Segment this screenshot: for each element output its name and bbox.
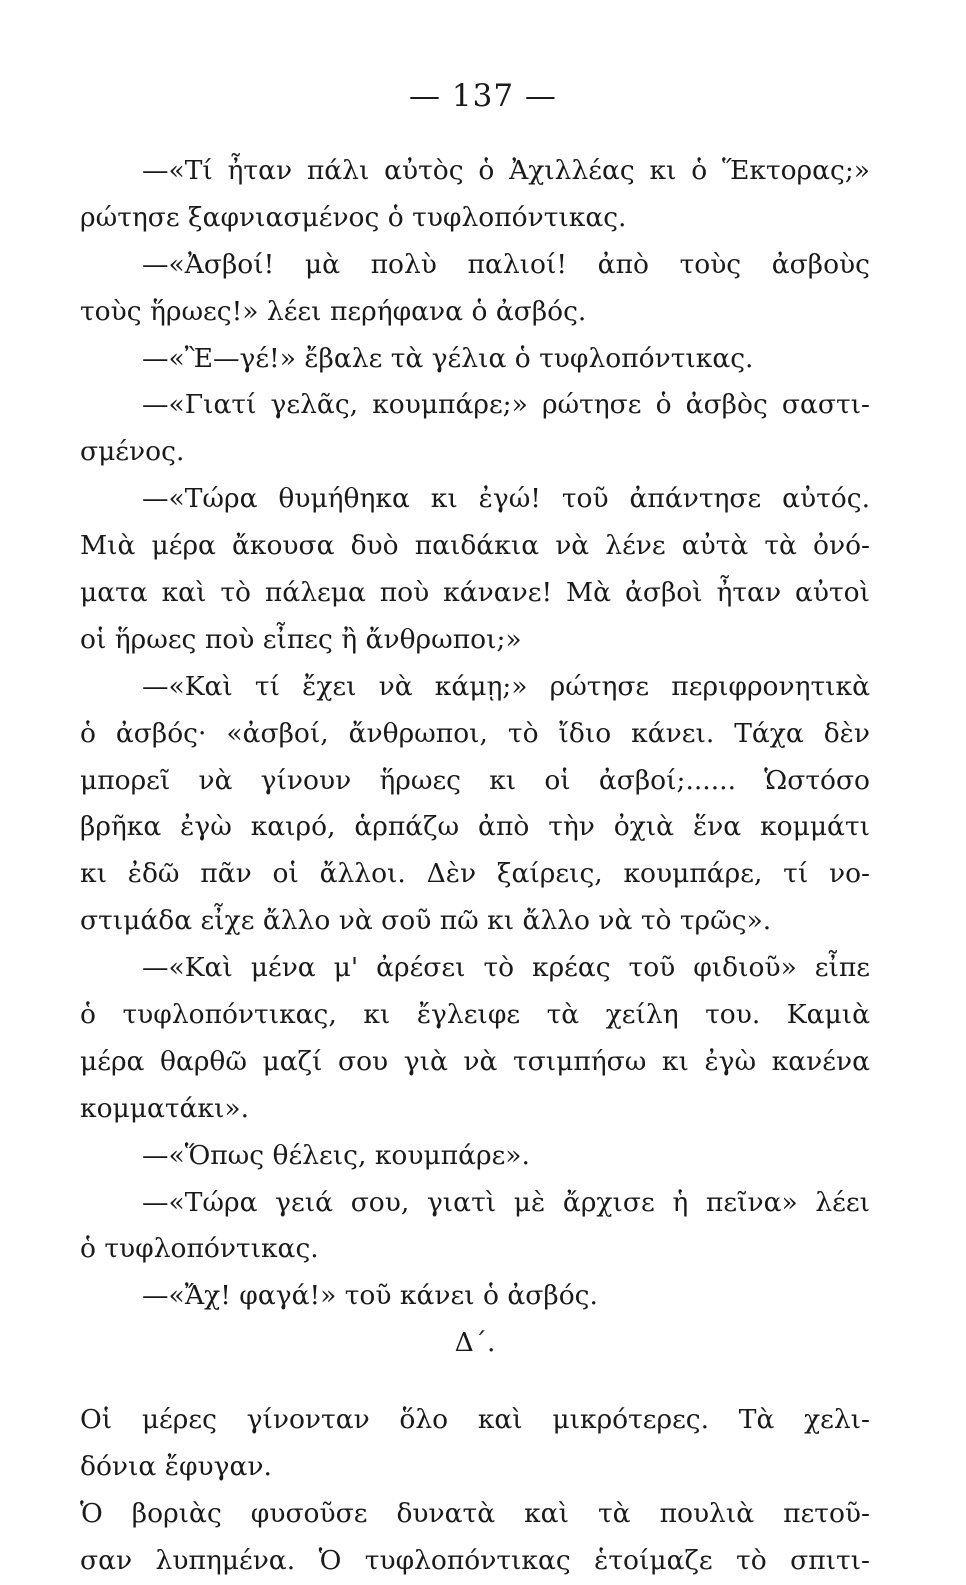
- text-line: —«Γιατί γελᾶς, κουμπάρε;» ρώτησε ὁ ἀσβὸς σαστι-: [142, 389, 870, 421]
- text-line: —«Τώρα θυμήθηκα κι ἐγώ! τοῦ ἀπάντησε αὐτός.: [142, 483, 870, 515]
- text-line: δόνια ἔφυγαν.: [80, 1451, 272, 1483]
- text-line: ρώτησε ξαφνιασμένος ὁ τυφλοπόντικας.: [80, 201, 627, 233]
- text-line: ματα καὶ τὸ πάλεμα ποὺ κάνανε! Μὰ ἀσβοὶ ἦταν αὐτοὶ: [80, 577, 870, 609]
- text-line: οἱ ἥρωες ποὺ εἶπες ἢ ἄνθρωποι;»: [80, 623, 522, 655]
- section-gap: [80, 1367, 870, 1397]
- text-line: ὁ ἀσβός· «ἀσβοί, ἄνθρωποι, τὸ ἴδιο κάνει. Τάχα δὲν: [80, 717, 870, 749]
- text-line: Ὁ βοριὰς φυσοῦσε δυνατὰ καὶ τὰ πουλιὰ πετοῦ-: [80, 1497, 870, 1529]
- text-line: ὁ τυφλοπόντικας.: [80, 1233, 319, 1265]
- text-line: σμένος.: [80, 436, 185, 468]
- text-line: τοὺς ἥρωες!» λέει περήφανα ὁ ἀσβός.: [80, 295, 587, 327]
- text-line: —«Καὶ τί ἔχει νὰ κάμῃ;» ρώτησε περιφρονητικὰ: [142, 670, 870, 702]
- text-line: Μιὰ μέρα ἄκουσα δυὸ παιδάκια νὰ λένε αὐτὰ τὰ ὀνό-: [80, 530, 870, 562]
- text-line: Οἱ μέρες γίνονταν ὅλο καὶ μικρότερες. Τὰ χελι-: [80, 1404, 870, 1436]
- text-line: —«Ἄχ! φαγά!» τοῦ κάνει ὁ ἀσβός.: [142, 1280, 598, 1312]
- text-line: μέρα θαρθῶ μαζί σου γιὰ νὰ τσιμπήσω κι ἐγὼ κανένα: [80, 1045, 870, 1077]
- text-line: —«Ὅπως θέλεις, κουμπάρε».: [142, 1139, 530, 1171]
- text-line: —«Καὶ μένα μ' ἀρέσει τὸ κρέας τοῦ φιδιοῦ» εἶπε: [142, 952, 870, 984]
- text-line: μπορεῖ νὰ γίνουν ἥρωες κι οἱ ἀσβοί;...... Ὡστόσο: [80, 764, 870, 796]
- section-heading: Δ΄.: [454, 1327, 496, 1359]
- text-line: ὁ τυφλοπόντικας, κι ἔγλειφε τὰ χείλη του. Καμιὰ: [80, 999, 870, 1031]
- text-line: —«Τώρα γειά σου, γιατὶ μὲ ἄρχισε ἡ πεῖνα» λέει: [142, 1186, 870, 1218]
- page-number: — 137 —: [409, 78, 557, 114]
- text-line: σαν λυπημένα. Ὁ τυφλοπόντικας ἑτοίμαζε τὸ σπιτι-: [80, 1544, 870, 1576]
- text-line: κι ἐδῶ πᾶν οἱ ἄλλοι. Δὲν ξαίρεις, κουμπάρε, τί νο-: [80, 858, 870, 890]
- text-line: στιμάδα εἶχε ἄλλο νὰ σοῦ πῶ κι ἄλλο νὰ τὸ τρῶς».: [80, 905, 772, 937]
- text-line: βρῆκα ἐγὼ καιρό, ἁρπάζω ἀπὸ τὴν ὀχιὰ ἕνα κομμάτι: [80, 811, 870, 843]
- text-line: —«Τί ἦταν πάλι αὐτὸς ὁ Ἀχιλλέας κι ὁ Ἕκτορας;»: [142, 155, 870, 186]
- text-line: —«Ἒ—γέ!» ἔβαλε τὰ γέλια ὁ τυφλοπόντικας.: [142, 342, 754, 374]
- text-line: —«Ἀσβοί! μὰ πολὺ παλιοί! ἀπὸ τοὺς ἀσβοὺς: [142, 248, 870, 280]
- text-line: κομματάκι».: [80, 1092, 250, 1124]
- body-text: [80, 148, 870, 1585]
